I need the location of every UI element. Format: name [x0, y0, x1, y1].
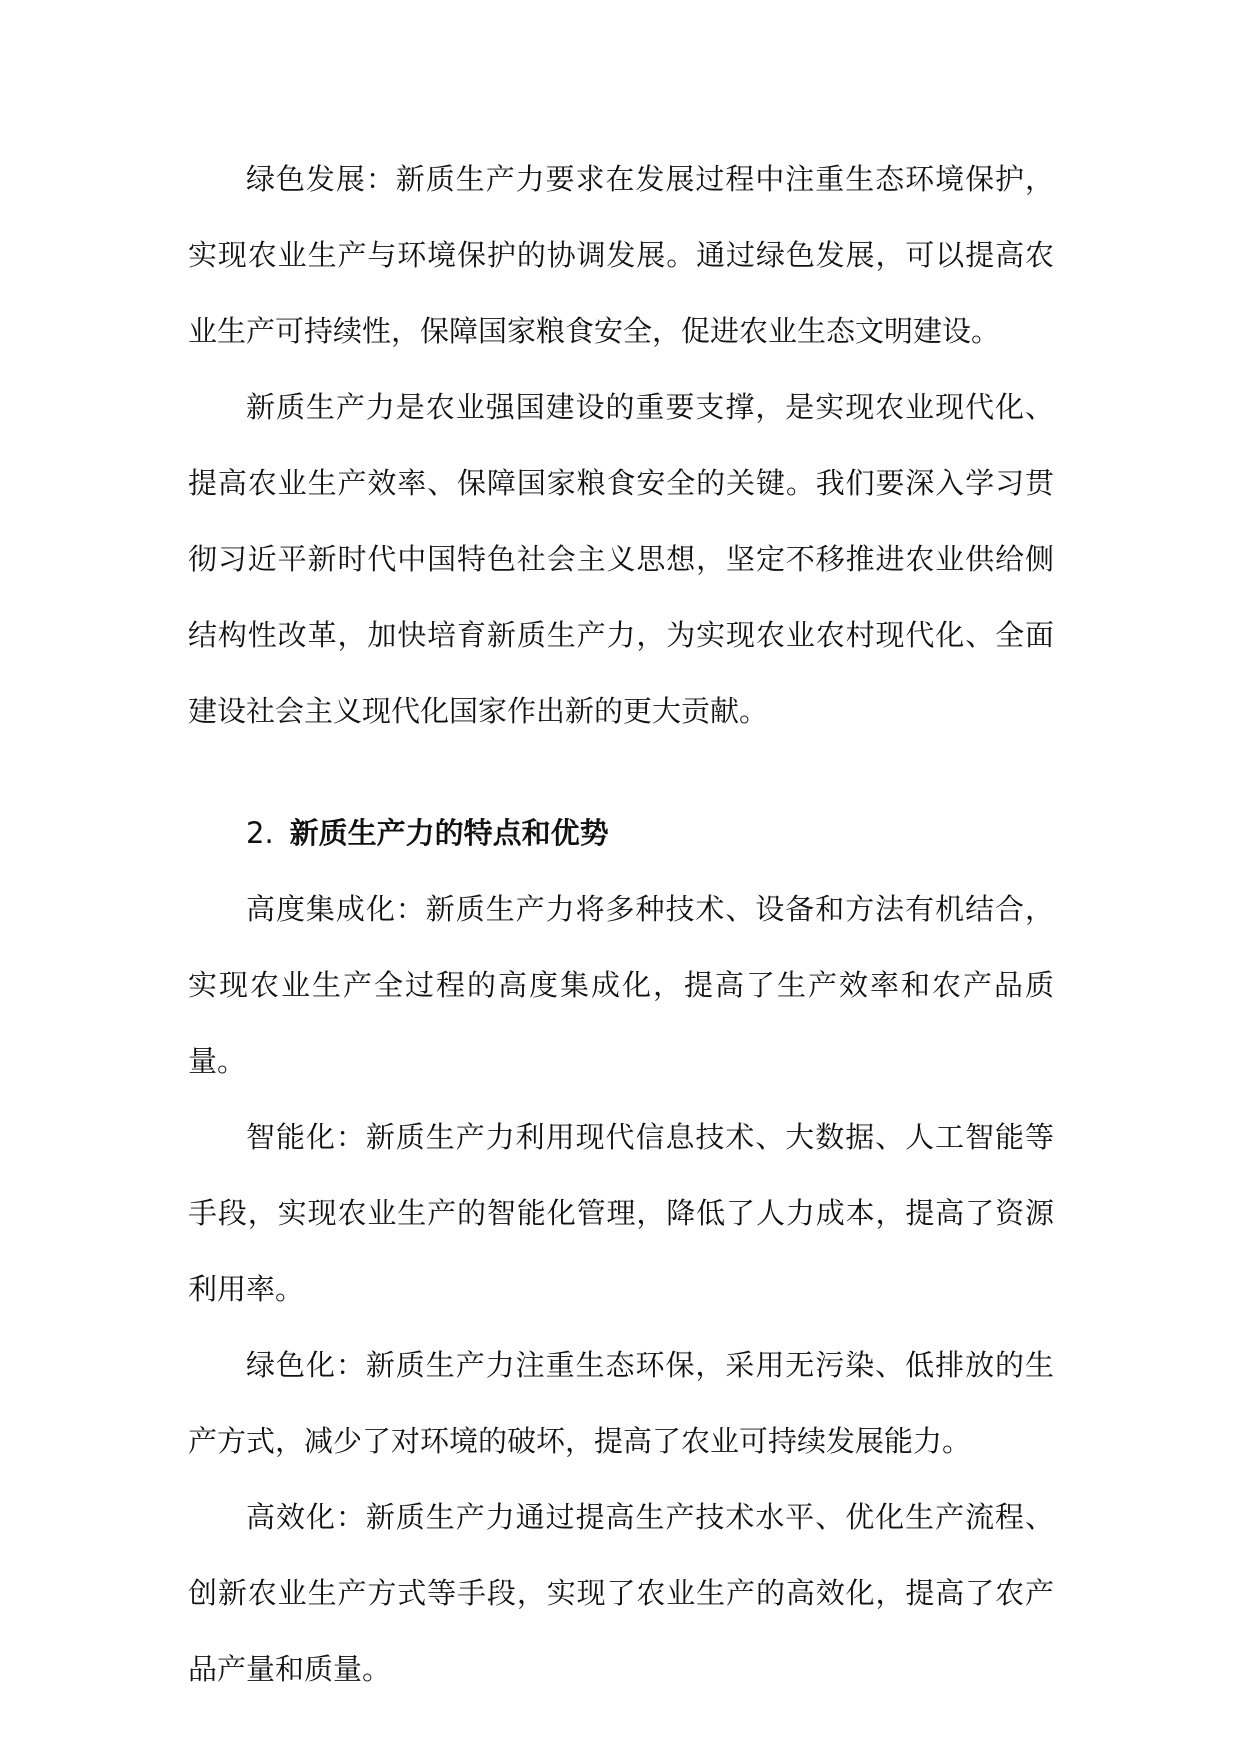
document-body	[188, 141, 1054, 1707]
paragraph-green-development: 绿色发展：新质生产力要求在发展过程中注重生态环境保护，实现农业生产与环境保护的协调发展。通过绿色发展，可以提高农业生产可持续性，保障国家粮食安全，促进农业生态文明建设。	[188, 162, 1054, 348]
section-number: 2.	[246, 816, 274, 850]
section-heading	[188, 795, 1054, 871]
paragraph-green: 绿色化：新质生产力注重生态环保，采用无污染、低排放的生产方式，减少了对环境的破坏，提高了农业可持续发展能力。	[188, 1348, 1054, 1458]
paragraph-integration: 高度集成化：新质生产力将多种技术、设备和方法有机结合，实现农业生产全过程的高度集成化，提高了生产效率和农产品质量。	[188, 892, 1054, 1078]
paragraph-support-summary: 新质生产力是农业强国建设的重要支撑，是实现农业现代化、提高农业生产效率、保障国家粮食安全的关键。我们要深入学习贯彻习近平新时代中国特色社会主义思想，坚定不移推进农业供给侧结构性改革，加快培育新质生产力，为实现农业农村现代化、全面建设社会主义现代化国家作出新的更大贡献。	[188, 390, 1054, 728]
section-title: 新质生产力的特点和优势	[289, 816, 609, 850]
paragraph-intelligence: 智能化：新质生产力利用现代信息技术、大数据、人工智能等手段，实现农业生产的智能化管理，降低了人力成本，提高了资源利用率。	[188, 1120, 1054, 1306]
section-spacer	[188, 749, 1054, 795]
paragraph-efficiency: 高效化：新质生产力通过提高生产技术水平、优化生产流程、创新农业生产方式等手段，实现了农业生产的高效化，提高了农产品产量和质量。	[188, 1500, 1054, 1686]
